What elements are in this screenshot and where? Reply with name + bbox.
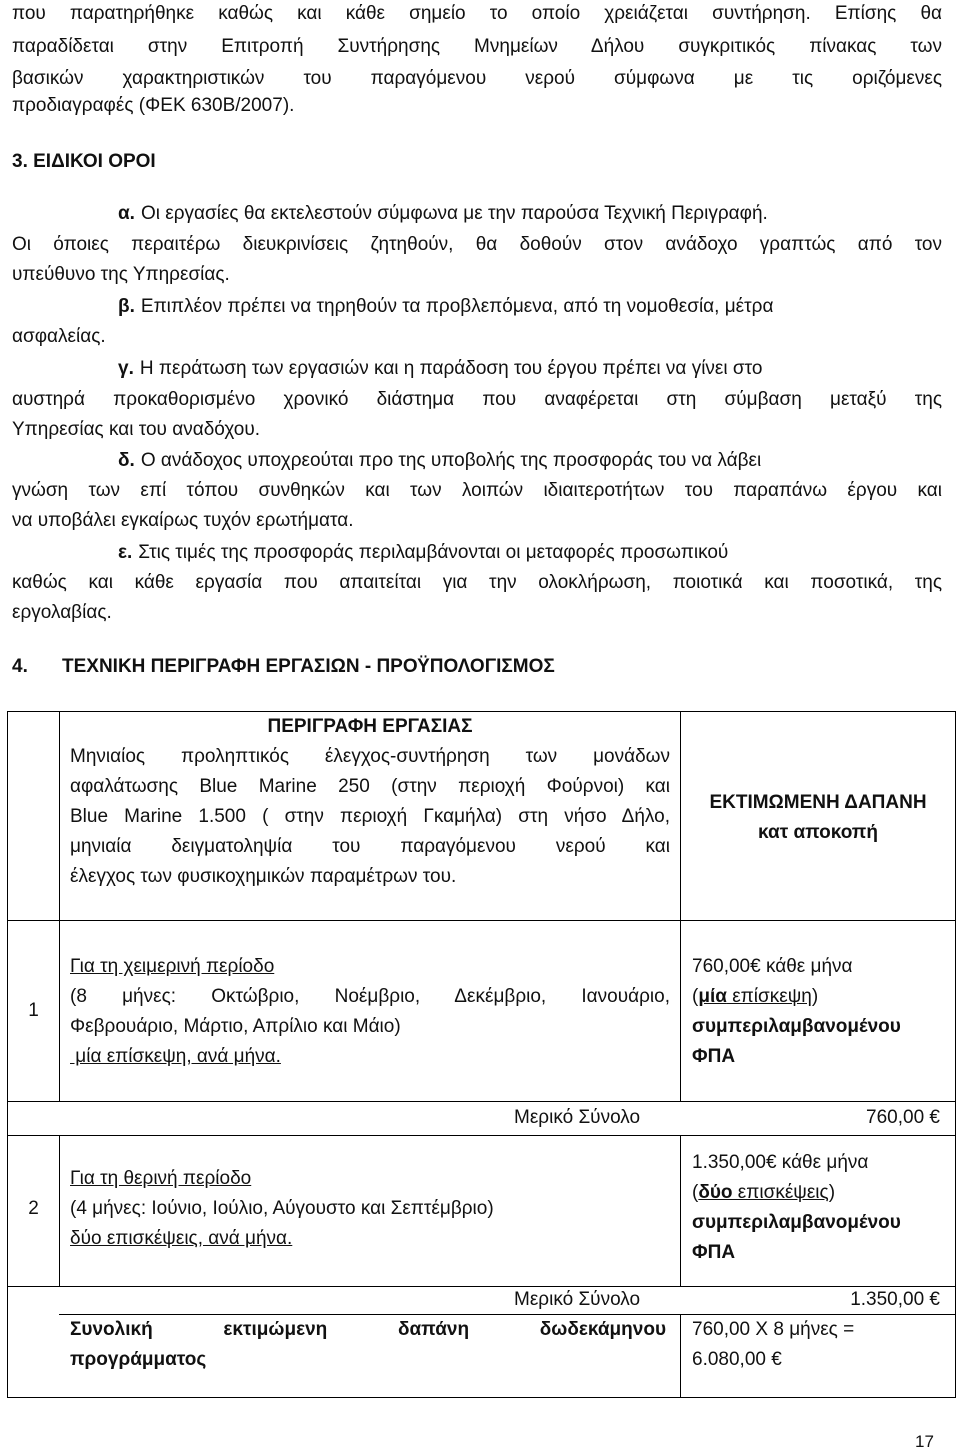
table-border <box>7 1135 956 1136</box>
visit-count-rest: επισκέψεις <box>732 1182 829 1203</box>
visits-text: μία επίσκεψη, ανά μήνα. <box>70 1046 281 1067</box>
table-border <box>955 711 956 1398</box>
item-label: α. <box>118 203 135 224</box>
visit-count: (μία επίσκεψη) <box>692 986 819 1007</box>
months-text: Φεβρουάριο, Μάρτιο, Απρίλιο και Μάιο) <box>70 1016 401 1037</box>
subtotal-value: 1.350,00 € <box>850 1289 940 1310</box>
item-label: β. <box>118 296 135 317</box>
period-title: Για τη χειμερινή περίοδο <box>70 956 275 977</box>
item-text-line: να υποβάλει εγκαίρως τυχόν ερωτήματα. <box>12 510 354 531</box>
intro-line: παραδίδεται στην Επιτροπή Συντήρησης Μνημείων Δήλου συγκριτικός πίνακας των <box>12 36 942 57</box>
section-4-number: 4. <box>12 656 28 677</box>
item-text-line: Οι όποιες περαιτέρω διευκρινίσεις ζητηθούν, θα δοθούν στον ανάδοχο γραπτώς από τον <box>12 234 942 255</box>
table-border <box>7 920 956 921</box>
vat-text: συμπεριλαμβανομένου <box>692 1212 901 1233</box>
intro-line: που παρατηρήθηκε καθώς και κάθε σημείο το οποίο χρειάζεται συντήρηση. Επίσης θα <box>12 3 942 24</box>
visit-count: (δύο επισκέψεις) <box>692 1182 836 1203</box>
item-text: Ο ανάδοχος υποχρεούται προ της υποβολής της προσφοράς του να λάβει <box>140 450 762 471</box>
section-3-heading: 3. ΕΙΔΙΚΟΙ ΟΡΟΙ <box>12 151 156 172</box>
item-text: Στις τιμές της προσφοράς περιλαμβάνονται οι μεταφορές προσωπικού <box>138 542 729 563</box>
table-border <box>680 1135 681 1287</box>
intro-line: προδιαγραφές (ΦΕΚ 630Β/2007). <box>12 95 295 116</box>
row-number: 1 <box>28 1000 39 1021</box>
intro-line: βασικών χαρακτηριστικών του παραγόμενου νερού σύμφωνα με τις οριζόμενες <box>12 68 942 89</box>
row-number: 2 <box>28 1198 39 1219</box>
visits-text: δύο επισκέψεις, ανά μήνα. <box>70 1228 293 1249</box>
item-text: Επιπλέον πρέπει να τηρηθούν τα προβλεπόμενα, από τη νομοθεσία, μέτρα <box>140 296 774 317</box>
page-number: 17 <box>915 1432 934 1451</box>
description-line: αφαλάτωσης Blue Marine 250 (στην περιοχή Φούρνοι) και <box>70 776 670 797</box>
item-text-line: αυστηρά προκαθορισμένο χρονικό διάστημα που αναφέρεται στη σύμβαση μεταξύ της <box>12 389 942 410</box>
total-label: Συνολική εκτιμώμενη δαπάνη δωδεκάμηνου <box>70 1319 666 1340</box>
subtotal-label: Μερικό Σύνολο <box>514 1289 641 1310</box>
description-line: μηνιαία δειγματοληψία του παραγόμενου νερού και <box>70 836 670 857</box>
item-delta <box>12 449 942 473</box>
total-label: προγράμματος <box>70 1349 207 1370</box>
table-border <box>680 1314 681 1398</box>
table-border <box>7 711 8 1398</box>
item-text-line: γνώση των επί τόπου συνθηκών και των λοιπών ιδιαιτεροτήτων του παραπάνω έργου και <box>12 480 942 501</box>
section-4-title: ΤΕΧΝΙΚΗ ΠΕΡΙΓΡΑΦΗ ΕΡΓΑΣΙΩΝ - ΠΡΟΫΠΟΛΟΓΙΣΜΟΣ <box>62 656 555 677</box>
cost-header: ΕΚΤΙΜΩΜΕΝΗ ΔΑΠΑΝΗ <box>709 792 927 813</box>
subtotal-value: 760,00 € <box>866 1107 940 1128</box>
table-border <box>59 1135 60 1287</box>
description-header: ΠΕΡΙΓΡΑΦΗ ΕΡΓΑΣΙΑΣ <box>267 716 473 737</box>
item-text-line: καθώς και κάθε εργασία που απαιτείται για την ολοκλήρωση, ποιοτικά και ποσοτικά, της <box>12 572 942 593</box>
visit-count-bold: δύο <box>698 1182 733 1203</box>
item-text: Η περάτωση των εργασιών και η παράδοση του έργου πρέπει να γίνει στο <box>139 358 763 379</box>
vat-text: συμπεριλαμβανομένου <box>692 1016 901 1037</box>
item-label: γ. <box>118 358 134 379</box>
description-line: έλεγχος των φυσικοχημικών παραμέτρων του. <box>70 866 457 887</box>
item-beta <box>12 295 942 319</box>
item-alpha <box>12 202 942 226</box>
item-text-line: ασφαλείας. <box>12 326 106 347</box>
vat-text: ΦΠΑ <box>692 1046 736 1067</box>
item-text-line: εργολαβίας. <box>12 602 112 623</box>
total-calc: 760,00 Χ 8 μήνες = <box>692 1319 855 1340</box>
item-text-line: Υπηρεσίας και του αναδόχου. <box>12 419 261 440</box>
item-gamma <box>12 357 942 381</box>
item-label: δ. <box>118 450 135 471</box>
price-text: 760,00€ κάθε μήνα <box>692 956 853 977</box>
subtotal-label: Μερικό Σύνολο <box>514 1107 641 1128</box>
months-text: (8 μήνες: Οκτώβριο, Νοέμβριο, Δεκέμβριο, Ιανουάριο, <box>70 986 670 1007</box>
cost-header-sub: κατ αποκοπή <box>758 822 878 843</box>
item-epsilon <box>12 541 942 565</box>
item-text-line: υπεύθυνο της Υπηρεσίας. <box>12 264 230 285</box>
period-title: Για τη θερινή περίοδο <box>70 1168 252 1189</box>
description-line: Μηνιαίος προληπτικός έλεγχος-συντήρηση των μονάδων <box>70 746 670 767</box>
item-text: Οι εργασίες θα εκτελεστούν σύμφωνα με την παρούσα Τεχνική Περιγραφή. <box>140 203 768 224</box>
vat-text: ΦΠΑ <box>692 1242 736 1263</box>
table-border <box>7 1397 956 1398</box>
table-border <box>59 711 60 1102</box>
visit-count-bold: μία <box>698 986 727 1007</box>
visit-count-rest: επίσκεψη <box>726 986 812 1007</box>
total-value: 6.080,00 € <box>692 1349 782 1370</box>
months-text: (4 μήνες: Ιούνιο, Ιούλιο, Αύγουστο και Σεπτέμβριο) <box>70 1198 494 1219</box>
price-text: 1.350,00€ κάθε μήνα <box>692 1152 869 1173</box>
table-border <box>7 1101 956 1102</box>
item-label: ε. <box>118 542 133 563</box>
section-4-heading <box>12 654 555 680</box>
description-line: Blue Marine 1.500 ( στην περιοχή Γκαμήλα) στη νήσο Δήλο, <box>70 806 670 827</box>
table-border <box>680 711 681 1102</box>
